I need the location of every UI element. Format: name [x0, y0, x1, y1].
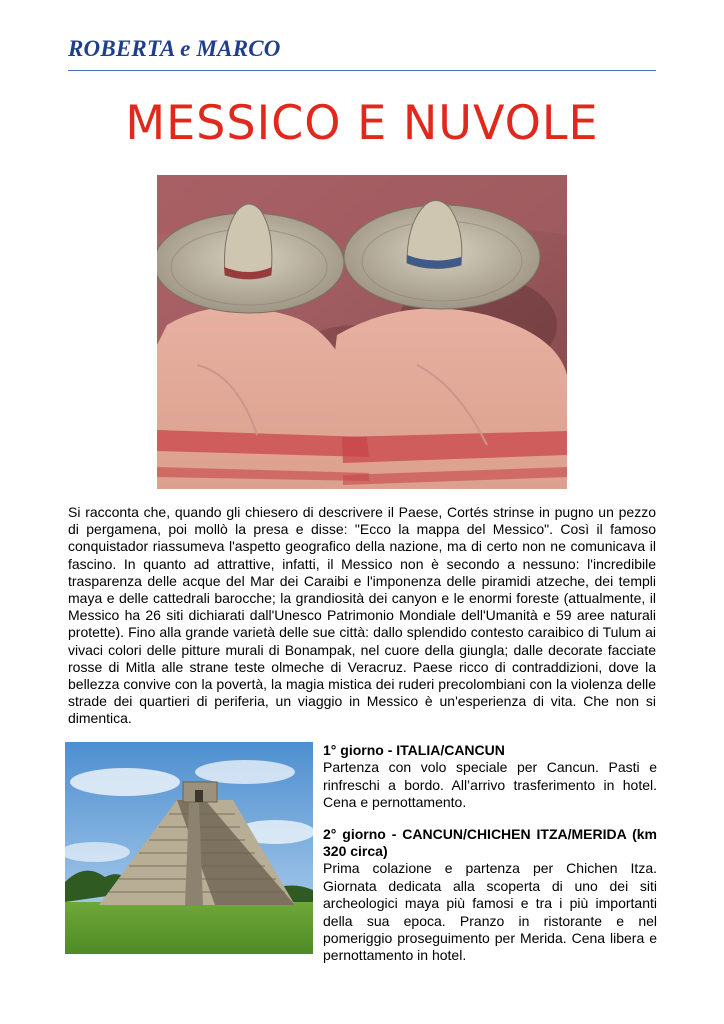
day-title: 2° giorno - CANCUN/CHICHEN ITZA/MERIDA (km 320 circa) — [323, 825, 657, 860]
itinerary-day — [323, 742, 657, 812]
header-divider — [68, 70, 656, 71]
header-title: ROBERTA e MARCO — [68, 36, 281, 61]
itinerary — [323, 742, 657, 979]
itinerary-day — [323, 826, 657, 965]
day-title: 1° giorno - ITALIA/CANCUN — [323, 742, 505, 758]
main-title: MESSICO E NUVOLE — [125, 96, 599, 151]
pyramid-image — [65, 742, 313, 954]
day-description: Partenza con volo speciale per Cancun. Pasti e rinfreschi a bordo. All’arrivo trasferimento in hotel. Cena e pernottamento. — [323, 759, 657, 811]
pyramid-illustration — [65, 742, 313, 954]
hero-image — [157, 175, 567, 489]
sombrero-illustration — [157, 175, 567, 489]
day-description: Prima colazione e partenza per Chichen Itza. Giornata dedicata alla scoperta di uno dei siti archeologici maya più famosi e tra i più importanti della sua epoca. Pranzo in ristorante e nel pomeriggio proseguimento per Merida. Cena libera e pernottamento in hotel. — [323, 860, 657, 964]
intro-paragraph: Si racconta che, quando gli chiesero di descrivere il Paese, Cortés strinse in pugno un pezzo di pergamena, poi mollò la presa e disse: "Ecco la mappa del Messico". Così il famoso conquistador riassumeva l'aspetto geografico della nazione, ma di certo non ne comunicava il fascino. In quanto ad attrattive, infatti, il Messico non è secondo a nessuno: l'incredibile trasparenza delle acque del Mar dei Caraibi e l'imponenza delle piramidi atzeche, dei templi maya e delle cattedrali barocche; la grandiosità dei canyon e le enormi foreste (attualmente, il Messico ha 26 siti dichiarati dall'Unesco Patrimonio Mondiale dell'Umanità e 59 aree naturali protette). Fino alla grande varietà delle sue città: dallo splendido contesto caraibico di Tulum ai vivaci colori delle pitture murali di Bonampak, nel cuore della giungla; dalle decorate facciate rosse di Mitla alle strane teste olmeche di Veracruz. Paese ricco di contraddizioni, dove la bellezza convive con la povertà, la magia mistica dei ruderi precolombiani con la violenza delle strade dei quartieri di periferia, un viaggio in Messico è un'esperienza di vita. Che non si dimentica. — [68, 504, 656, 727]
